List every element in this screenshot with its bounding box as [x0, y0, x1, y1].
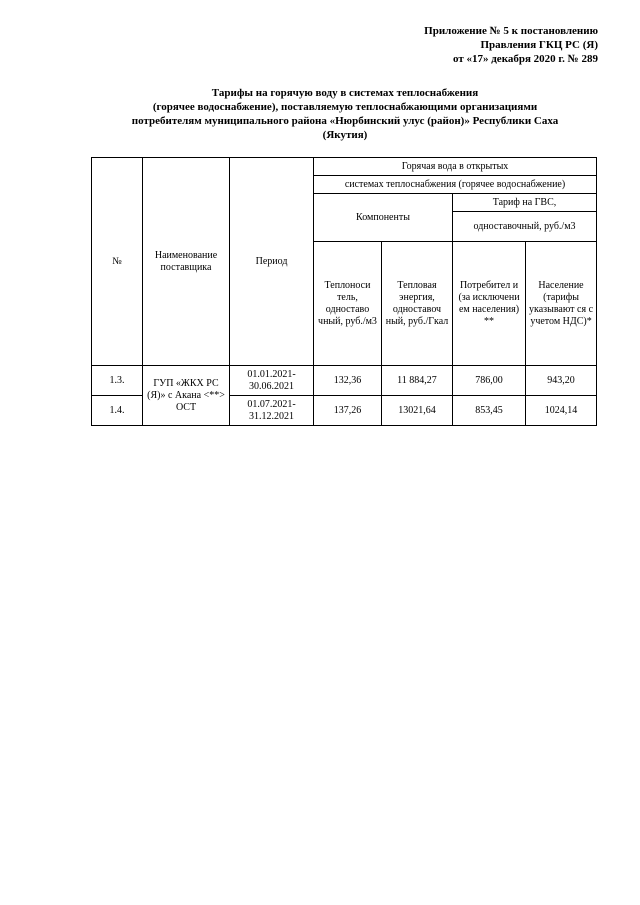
- header-group-line2: системах теплоснабжения (горячее водоснабжение): [314, 176, 597, 194]
- row-period: 01.07.2021-31.12.2021: [230, 396, 314, 426]
- title-line: (Якутия): [322, 129, 368, 141]
- header-energy: Тепловая энергия, одноставоч ный, руб./Гкал: [382, 242, 453, 366]
- title-line: потребителям муниципального района «Нюрбинский улус (район)» Республики Саха: [131, 115, 559, 127]
- tariff-table: [91, 157, 597, 426]
- header-components: Компоненты: [314, 194, 453, 242]
- header-period: Период: [230, 158, 314, 366]
- header-tariff-line2: одноставочный, руб./м3: [453, 212, 597, 242]
- header-supplier: Наименование поставщика: [143, 158, 230, 366]
- header-consumers: Потребител и (за исключени ем населения) **: [453, 242, 526, 366]
- row-population: 1024,14: [526, 396, 597, 426]
- row-consumers: 786,00: [453, 366, 526, 396]
- row-number: 1.3.: [92, 366, 143, 396]
- title-line: (горячее водоснабжение), поставляемую теплоснабжающими организациями: [152, 101, 538, 113]
- row-consumers: 853,45: [453, 396, 526, 426]
- row-carrier: 137,26: [314, 396, 382, 426]
- header-tariff-line1: Тариф на ГВС,: [453, 194, 597, 212]
- row-population: 943,20: [526, 366, 597, 396]
- row-energy: 13021,64: [382, 396, 453, 426]
- appendix-line: Приложение № 5 к постановлению: [424, 25, 598, 37]
- table-row: [92, 366, 597, 396]
- header-number: №: [92, 158, 143, 366]
- header-population: Население (тарифы указывают ся с учетом НДС)*: [526, 242, 597, 366]
- appendix-line: от «17» декабря 2020 г. № 289: [452, 53, 598, 65]
- row-carrier: 132,36: [314, 366, 382, 396]
- row-number: 1.4.: [92, 396, 143, 426]
- appendix-header: [424, 24, 598, 66]
- document-title: [82, 86, 608, 142]
- row-supplier: ГУП «ЖКХ РС (Я)» с Акана <**> ОСТ: [143, 366, 230, 426]
- row-energy: 11 884,27: [382, 366, 453, 396]
- title-line: Тарифы на горячую воду в системах теплоснабжения: [211, 87, 479, 99]
- appendix-line: Правления ГКЦ РС (Я): [480, 39, 598, 51]
- row-period: 01.01.2021-30.06.2021: [230, 366, 314, 396]
- header-group-line1: Горячая вода в открытых: [314, 158, 597, 176]
- header-carrier: Теплоноси тель, одноставо чный, руб./м3: [314, 242, 382, 366]
